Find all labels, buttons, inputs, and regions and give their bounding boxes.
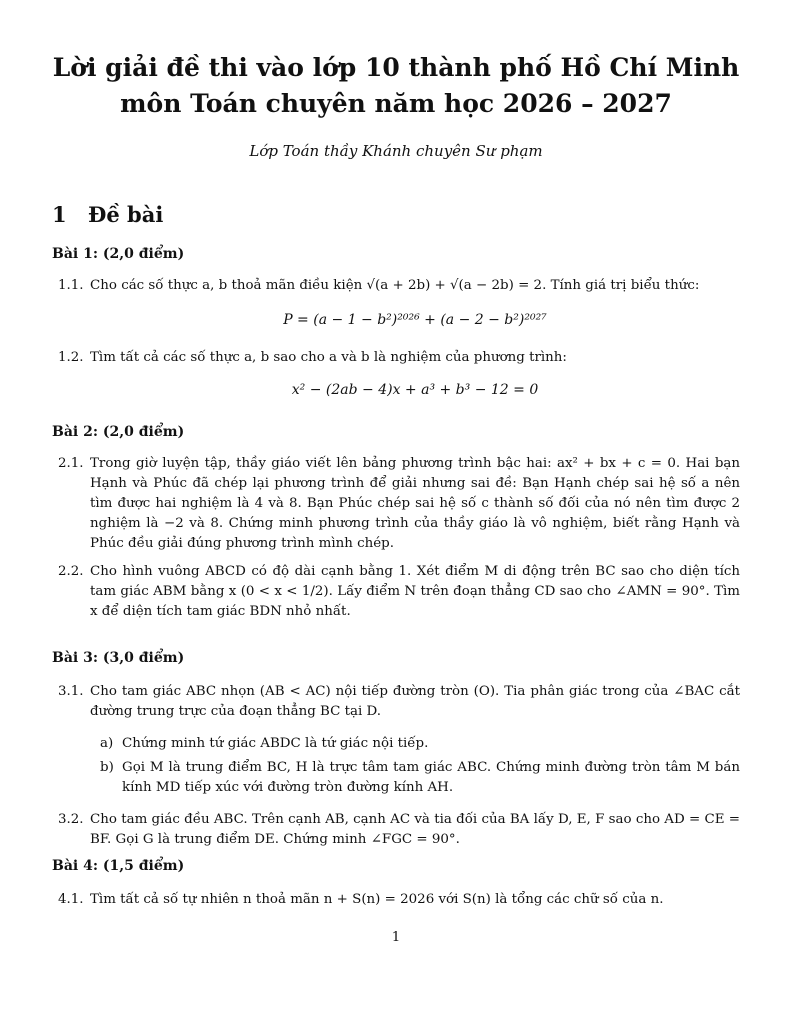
section-heading [52, 202, 163, 227]
bai-2-heading: Bài 2: (2,0 điểm) [52, 424, 185, 440]
problem-text: Tìm tất cả các số thực a, b sao cho a và b là nghiệm của phương trình: [90, 350, 567, 365]
bai-4-heading: Bài 4: (1,5 điểm) [52, 858, 185, 874]
subproblem-text: Gọi M là trung điểm BC, H là trực tâm tam giác ABC. Chứng minh đường tròn tâm M bán kính MD tiếp xúc với đường tròn đường kính AH. [122, 760, 740, 795]
subproblem-text: Chứng minh tứ giác ABDC là tứ giác nội tiếp. [122, 736, 429, 751]
equation: x² − (2ab − 4)x + a³ + b³ − 12 = 0 [291, 382, 539, 398]
problem-label: 3.2. [58, 812, 84, 827]
section-title: Đề bài [88, 202, 164, 227]
problem-text: Cho hình vuông ABCD có độ dài cạnh bằng 1. Xét điểm M di động trên BC sao cho diện tích tam giác ABM bằng x (0 < x < 1/2). Lấy điểm N trên đoạn thẳng CD sao cho ∠AMN = 90°. Tìm x để diện tích tam giác BDN nhỏ nhất. [90, 564, 740, 619]
problem-text: Cho các số thực a, b thoả mãn điều kiện √(a + 2b) + √(a − 2b) = 2. Tính giá trị biểu thức: [90, 278, 700, 293]
subproblem-label: a) [100, 736, 114, 751]
problem-text: Cho tam giác đều ABC. Trên cạnh AB, cạnh AC và tia đối của BA lấy D, E, F sao cho AD = CE = BF. Gọi G là trung điểm DE. Chứng minh ∠FGC = 90°. [90, 812, 740, 847]
bai-3-heading: Bài 3: (3,0 điểm) [52, 650, 185, 666]
document-title [40, 50, 752, 122]
problem-label: 1.1. [58, 278, 84, 293]
problem-label: 2.1. [58, 456, 84, 471]
title-line-1: Lời giải đề thi vào lớp 10 thành phố Hồ Chí Minh [52, 53, 740, 82]
equation: P = (a − 1 − b²)²⁰²⁶ + (a − 2 − b²)²⁰²⁷ [283, 312, 547, 328]
problem-label: 1.2. [58, 350, 84, 365]
page-number: 1 [391, 930, 401, 945]
problem-text: Trong giờ luyện tập, thầy giáo viết lên bảng phương trình bậc hai: ax² + bx + c = 0. Hai bạn Hạnh và Phúc đã chép lại phương trình để giải nhưng sai đề: Bạn Hạnh chép sai hệ số a nên tìm được hai nghiệm là 4 và 8. Bạn Phúc chép sai hệ số c thành số đối của nó nên tìm được 2 nghiệm là −2 và 8. Chứng minh phương trình của thầy giáo là vô nghiệm, biết rằng Hạnh và Phúc đều giải đúng phương trình mình chép. [90, 456, 740, 551]
bai-1-heading: Bài 1: (2,0 điểm) [52, 246, 185, 262]
section-number: 1 [52, 202, 67, 227]
problem-text: Tìm tất cả số tự nhiên n thoả mãn n + S(n) = 2026 với S(n) là tổng các chữ số của n. [90, 892, 664, 907]
problem-label: 4.1. [58, 892, 84, 907]
author: Lớp Toán thầy Khánh chuyên Sư phạm [249, 142, 543, 160]
problem-label: 3.1. [58, 684, 84, 699]
title-line-2: môn Toán chuyên năm học 2026 – 2027 [120, 89, 672, 118]
problem-text: Cho tam giác ABC nhọn (AB < AC) nội tiếp đường tròn (O). Tia phân giác trong của ∠BAC cắt đường trung trực của đoạn thẳng BC tại D. [90, 684, 740, 719]
subproblem-label: b) [100, 760, 114, 775]
problem-label: 2.2. [58, 564, 84, 579]
